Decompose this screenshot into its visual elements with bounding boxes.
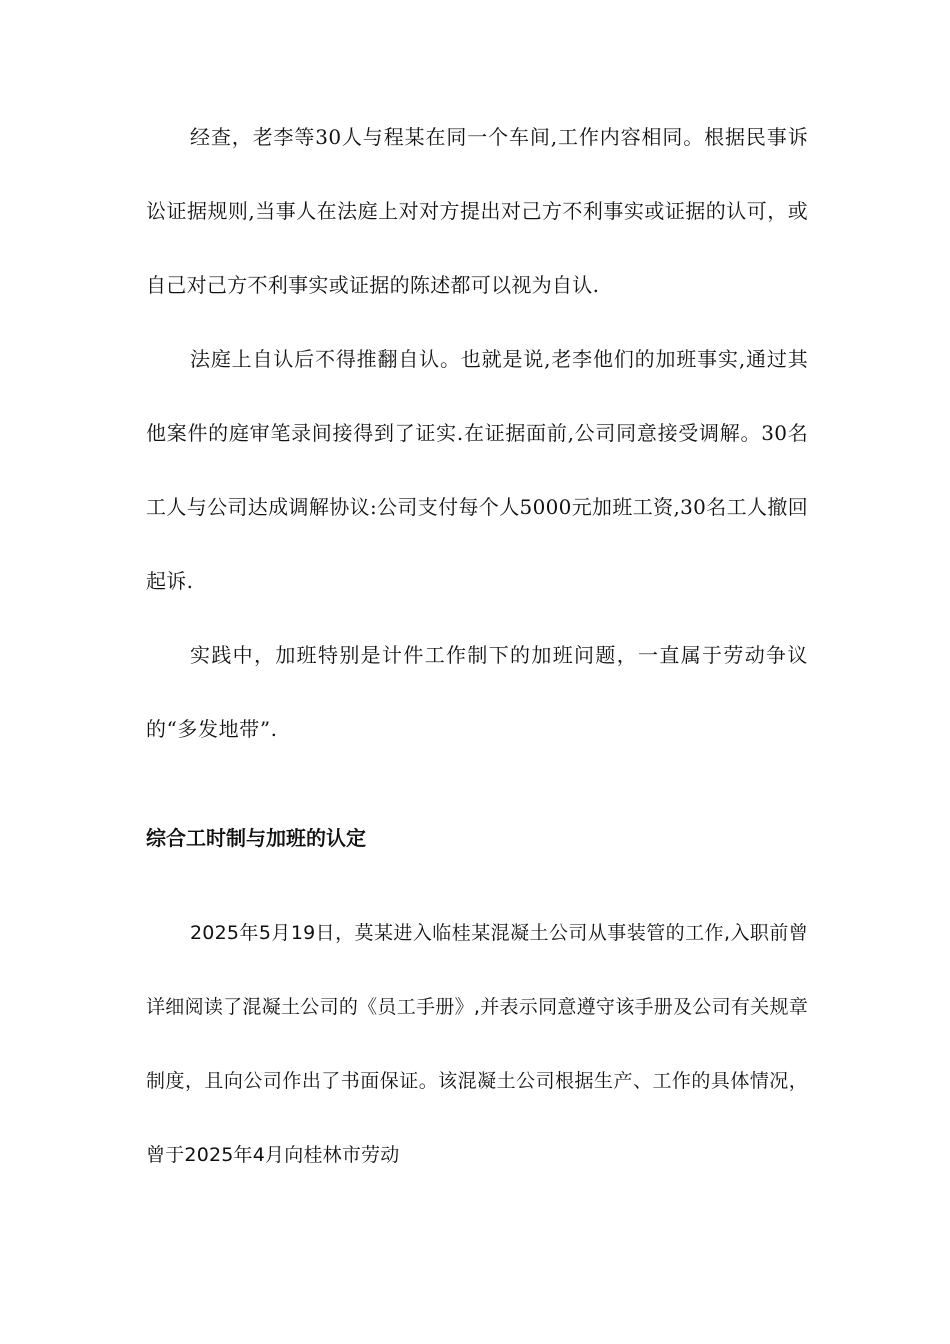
paragraph-practice: 实践中，加班特别是计件工作制下的加班问题，一直属于劳动争议的“多发地带”. bbox=[146, 643, 808, 741]
section-heading: 综合工时制与加班的认定 bbox=[146, 826, 366, 850]
paragraph-case: 2025年5月19日，莫某进入临桂某混凝土公司从事装管的工作,入职前曾详细阅读了混凝土公司的《员工手册》,并表示同意遵守该手册及公司有关规章制度，且向公司作出了书面保证。该混凝土公司根据生产、工作的具体情况，曾于2025年4月向桂林市劳动 bbox=[146, 922, 808, 1166]
paragraph-evidence: 经查，老李等30人与程某在同一个车间,工作内容相同。根据民事诉讼证据规则,当事人在法庭上对对方提出对己方不利事实或证据的认可，或自己对己方不利事实或证据的陈述都可以视为自认. bbox=[146, 125, 808, 297]
paragraph-mediation: 法庭上自认后不得推翻自认。也就是说,老李他们的加班事实,通过其他案件的庭审笔录间接得到了证实.在证据面前,公司同意接受调解。30名工人与公司达成调解协议:公司支付每个人5000元加班工资,30名工人撤回起诉. bbox=[146, 347, 808, 593]
